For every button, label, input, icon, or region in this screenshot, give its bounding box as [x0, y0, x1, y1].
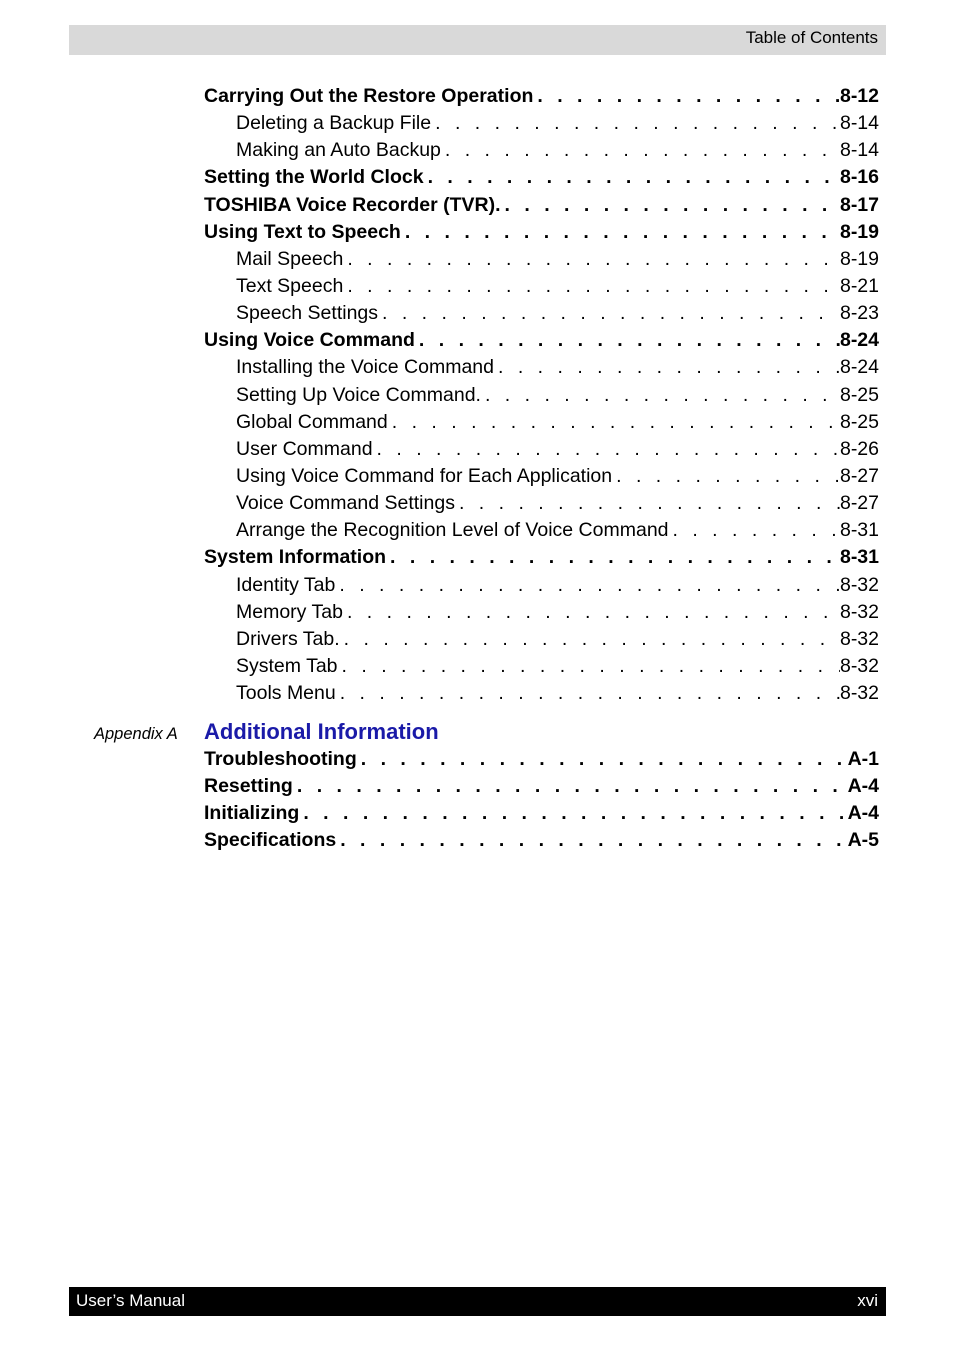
- dot-leader: [338, 653, 840, 680]
- toc-entry-page: 8-25: [839, 410, 879, 433]
- dot-leader: [293, 773, 848, 800]
- header-title: Table of Contents: [745, 28, 878, 47]
- toc-entry-title: Memory Tab: [236, 600, 343, 623]
- toc-entry[interactable]: [204, 490, 879, 517]
- toc-entry-title: Setting the World Clock: [204, 166, 424, 189]
- toc-entry-page: 8-24: [839, 329, 879, 352]
- dot-leader: [388, 409, 840, 436]
- page-number: xvi: [857, 1291, 878, 1310]
- toc-entry-page: 8-32: [839, 573, 879, 596]
- toc-entry-page: 8-26: [839, 437, 879, 460]
- dot-leader: [357, 746, 848, 773]
- toc-entry-title: Speech Settings: [236, 302, 379, 325]
- toc-entry[interactable]: [204, 773, 879, 800]
- toc-entry-title: Carrying Out the Restore Operation: [204, 85, 534, 108]
- toc-entry-title: Tools Menu: [236, 682, 336, 705]
- dot-leader: [343, 246, 840, 273]
- toc-entry[interactable]: [204, 626, 879, 653]
- toc-entry-title: Installing the Voice Command: [236, 356, 494, 379]
- toc-entry[interactable]: [204, 746, 879, 773]
- dot-leader: [612, 463, 840, 490]
- toc-entry[interactable]: [204, 599, 879, 626]
- toc-entry-page: 8-25: [839, 383, 879, 406]
- toc-entry[interactable]: [204, 110, 879, 137]
- appendix-label: Appendix A: [94, 725, 178, 743]
- toc-entry-page: 8-21: [839, 275, 879, 298]
- toc-entry-title: System Information: [204, 546, 387, 569]
- toc-entry-page: 8-14: [839, 112, 879, 135]
- toc-entry-title: Global Command: [236, 410, 388, 433]
- dot-leader: [481, 382, 840, 409]
- dot-leader: [441, 137, 840, 164]
- toc-entry[interactable]: [204, 273, 879, 300]
- dot-leader: [501, 192, 840, 219]
- toc-entry-page: 8-12: [839, 85, 879, 108]
- toc-entry-page: 8-19: [839, 220, 879, 243]
- dot-leader: [669, 517, 840, 544]
- toc-entry[interactable]: [204, 572, 879, 599]
- toc-entry-page: 8-16: [839, 166, 879, 189]
- toc-entry-title: Arrange the Recognition Level of Voice Command: [236, 519, 669, 542]
- toc-entry[interactable]: [204, 327, 879, 354]
- toc-entry-title: Specifications: [204, 829, 337, 852]
- toc-entry-page: A-4: [847, 775, 879, 798]
- dot-leader: [343, 273, 840, 300]
- dot-leader: [424, 164, 840, 191]
- toc-entry-title: Deleting a Backup File: [236, 112, 432, 135]
- toc-entry[interactable]: [204, 192, 879, 219]
- toc-entry-page: 8-32: [839, 655, 879, 678]
- toc-entry[interactable]: [204, 680, 879, 707]
- toc-entry-title: Resetting: [204, 775, 293, 798]
- toc-entry-title: System Tab: [236, 655, 338, 678]
- toc-entry[interactable]: [204, 436, 879, 463]
- dot-leader: [336, 827, 847, 854]
- toc-entry[interactable]: [204, 653, 879, 680]
- toc-entry-page: 8-27: [839, 465, 879, 488]
- toc-entry-page: 8-31: [839, 519, 879, 542]
- toc-entry-title: Using Voice Command: [204, 329, 415, 352]
- appendix-entries: [204, 746, 879, 855]
- toc-entry-page: A-1: [847, 748, 879, 771]
- table-of-contents: [204, 83, 879, 707]
- toc-entry-page: 8-19: [839, 247, 879, 270]
- toc-entry-title: Text Speech: [236, 275, 344, 298]
- toc-entry[interactable]: [204, 517, 879, 544]
- toc-entry-title: Initializing: [204, 802, 300, 825]
- toc-entry[interactable]: [204, 219, 879, 246]
- dot-leader: [401, 219, 840, 246]
- dot-leader: [373, 436, 840, 463]
- toc-entry-page: 8-24: [839, 356, 879, 379]
- toc-entry[interactable]: [204, 300, 879, 327]
- toc-entry[interactable]: [204, 382, 879, 409]
- toc-entry[interactable]: [204, 164, 879, 191]
- toc-entry-page: 8-23: [839, 302, 879, 325]
- toc-entry-title: Voice Command Settings: [236, 492, 455, 515]
- toc-entry-title: Making an Auto Backup: [236, 139, 441, 162]
- dot-leader: [336, 680, 840, 707]
- toc-entry[interactable]: [204, 409, 879, 436]
- toc-entry-title: Setting Up Voice Command.: [236, 383, 481, 406]
- toc-entry-page: 8-14: [839, 139, 879, 162]
- dot-leader: [378, 300, 840, 327]
- toc-entry-page: 8-32: [839, 627, 879, 650]
- dot-leader: [335, 572, 840, 599]
- dot-leader: [431, 110, 840, 137]
- toc-entry[interactable]: [204, 83, 879, 110]
- toc-entry-title: Troubleshooting: [204, 748, 357, 771]
- toc-entry-page: A-5: [847, 829, 879, 852]
- footer-manual-title: User’s Manual: [76, 1291, 185, 1310]
- toc-entry-page: 8-32: [839, 682, 879, 705]
- toc-entry-title: Using Text to Speech: [204, 220, 401, 243]
- dot-leader: [415, 327, 840, 354]
- dot-leader: [455, 490, 840, 517]
- toc-entry-page: 8-17: [839, 193, 879, 216]
- toc-entry-title: User Command: [236, 437, 373, 460]
- toc-entry[interactable]: [204, 544, 879, 571]
- toc-entry-title: TOSHIBA Voice Recorder (TVR).: [204, 193, 501, 216]
- toc-entry[interactable]: [204, 800, 879, 827]
- toc-entry-title: Mail Speech: [236, 247, 344, 270]
- toc-entry-page: 8-32: [839, 600, 879, 623]
- page-footer: [69, 1287, 886, 1316]
- toc-entry[interactable]: [204, 827, 879, 854]
- toc-entry-title: Using Voice Command for Each Application: [236, 465, 613, 488]
- toc-entry-title: Drivers Tab.: [236, 627, 340, 650]
- toc-entry[interactable]: [204, 354, 879, 381]
- toc-entry-page: A-4: [847, 802, 879, 825]
- toc-entry[interactable]: [204, 246, 879, 273]
- page-header: [69, 25, 886, 55]
- dot-leader: [340, 626, 840, 653]
- toc-entry[interactable]: [204, 137, 879, 164]
- dot-leader: [494, 354, 840, 381]
- appendix-title[interactable]: Additional Information: [204, 719, 439, 744]
- dot-leader: [299, 800, 847, 827]
- dot-leader: [343, 599, 840, 626]
- toc-entry-page: 8-27: [839, 492, 879, 515]
- dot-leader: [533, 83, 840, 110]
- toc-entry[interactable]: [204, 463, 879, 490]
- dot-leader: [386, 544, 840, 571]
- toc-entry-page: 8-31: [839, 546, 879, 569]
- toc-entry-title: Identity Tab: [236, 573, 336, 596]
